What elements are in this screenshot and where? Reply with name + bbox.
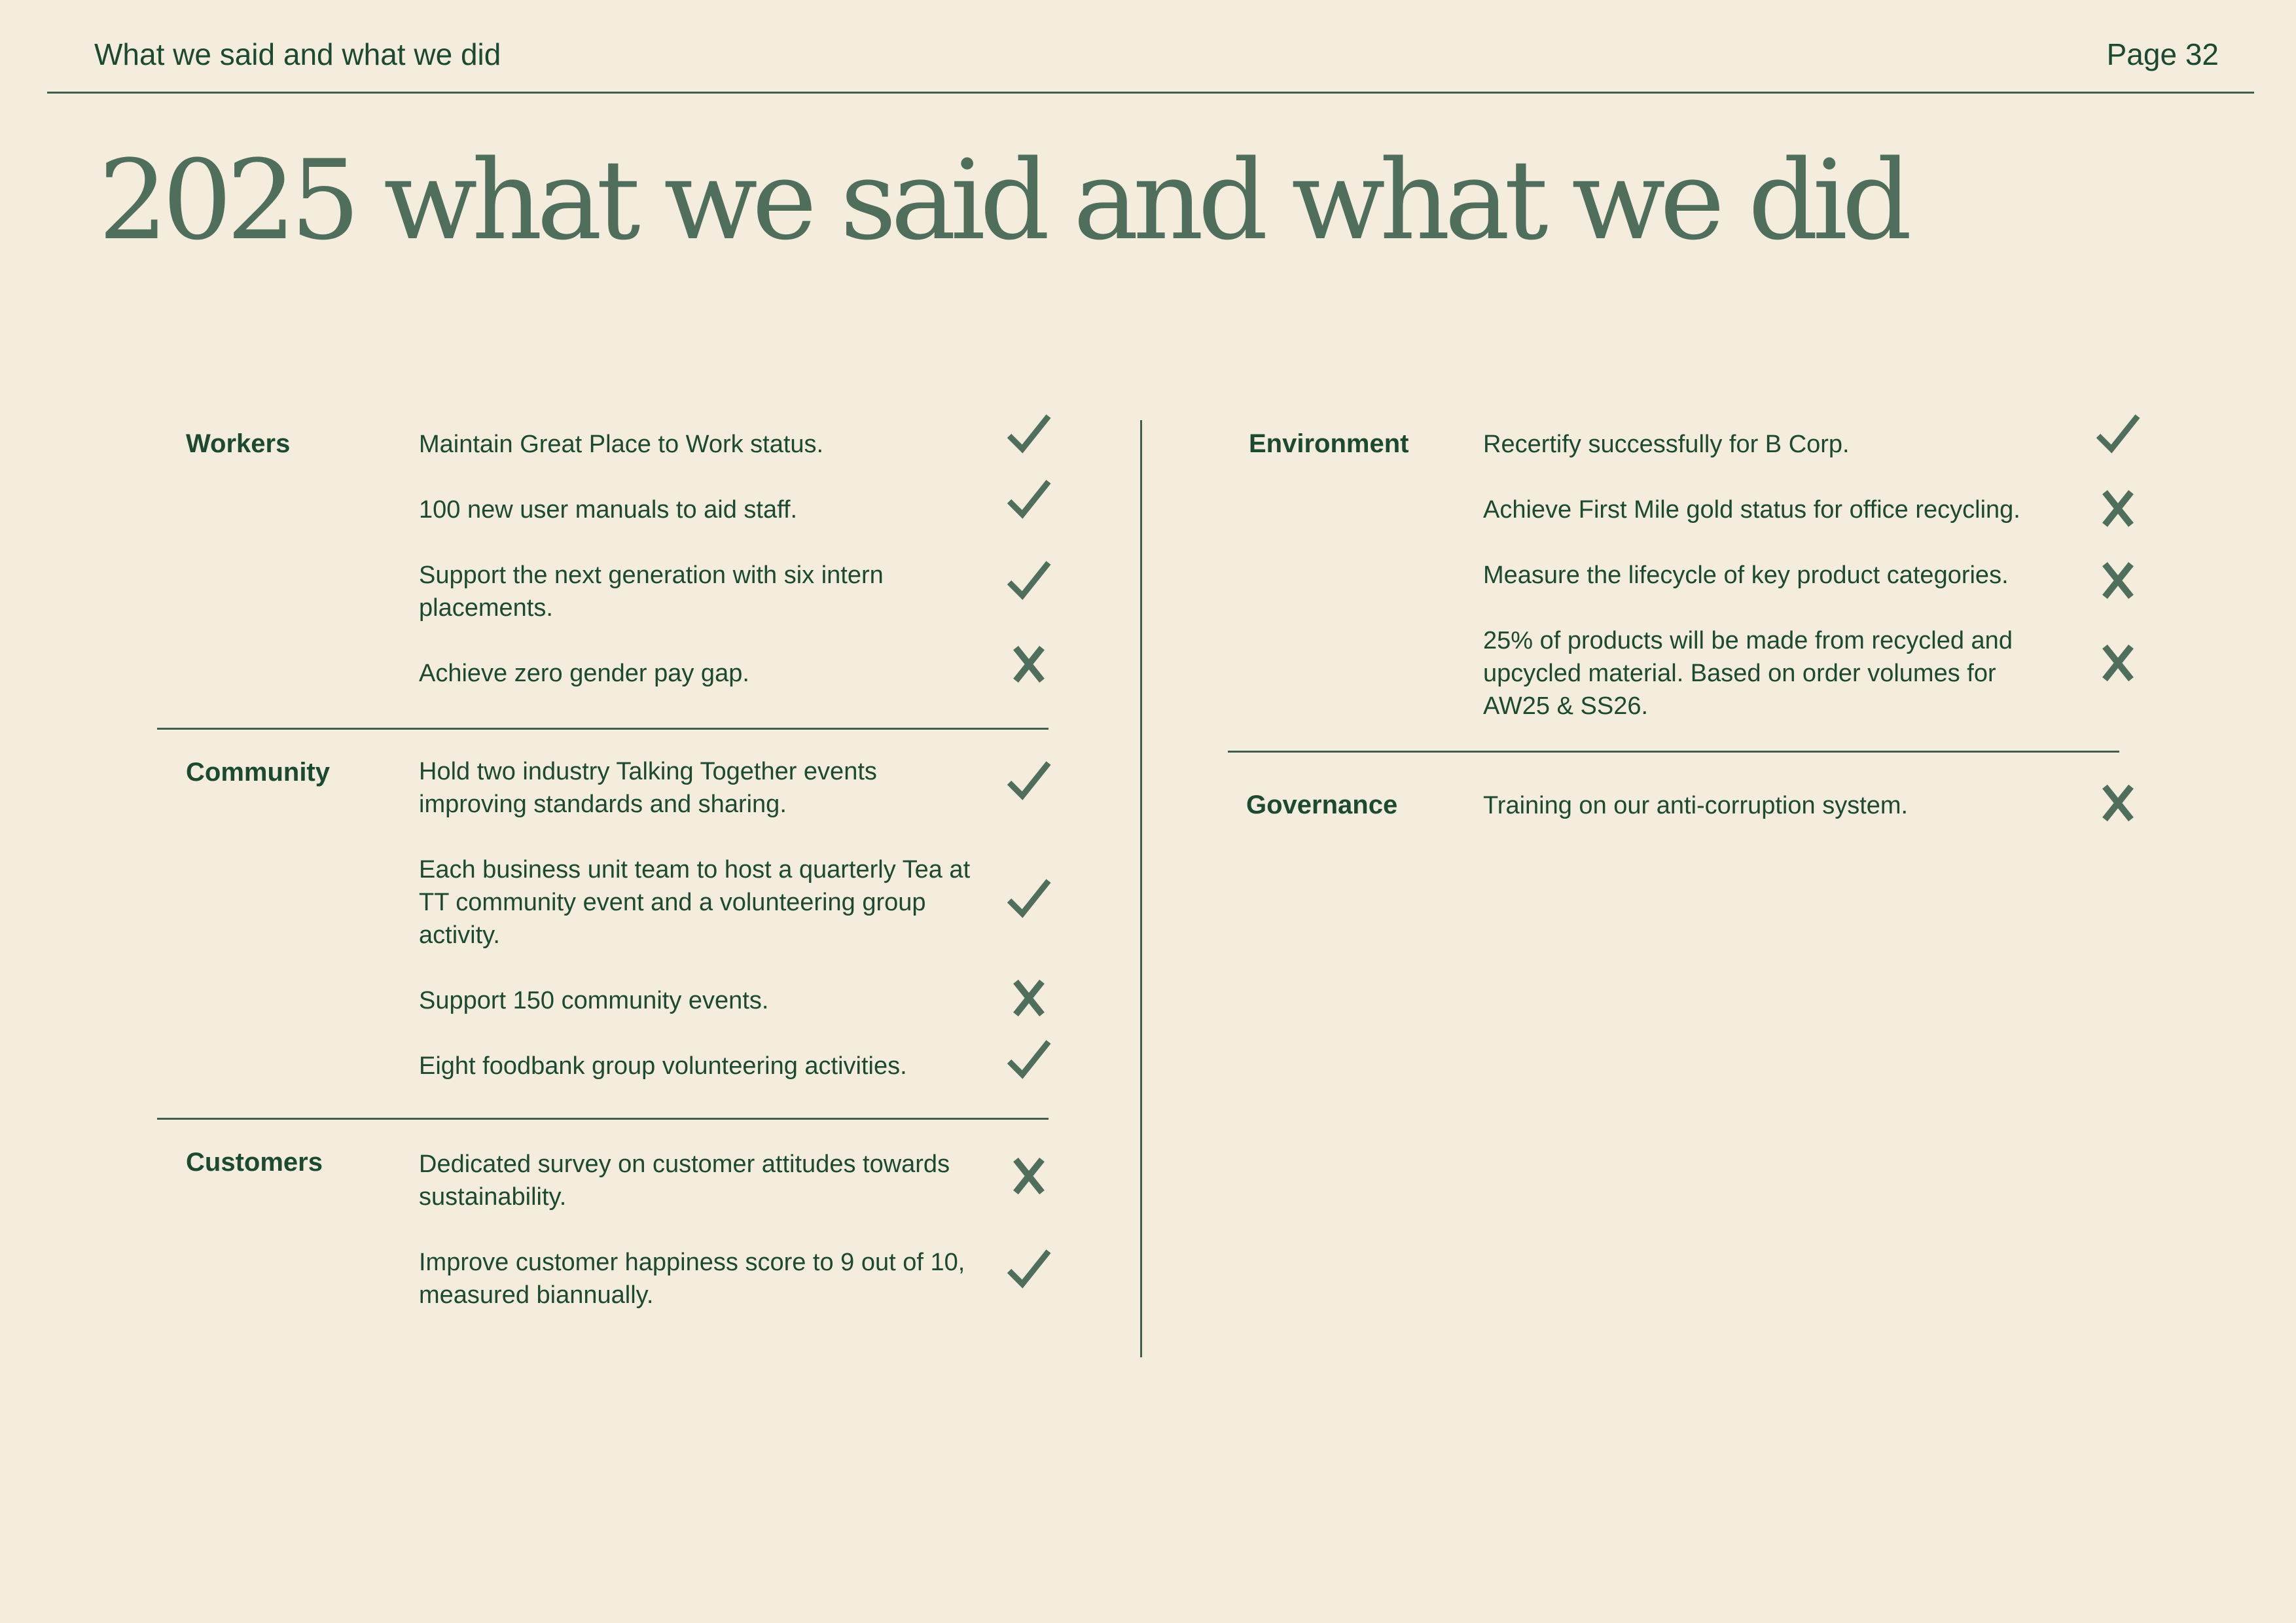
section-divider	[1228, 751, 2119, 753]
commitment-item: Dedicated survey on customer attitudes towards sustainability.	[419, 1150, 950, 1211]
commitment-item: Recertify successfully for B Corp.	[1483, 431, 1850, 458]
checkmark-icon	[1004, 411, 1054, 457]
running-header: What we said and what we did	[94, 37, 501, 71]
header-divider	[47, 92, 2254, 94]
category-label-customers: Customers	[186, 1148, 323, 1177]
cross-icon	[1004, 1153, 1054, 1199]
checkmark-icon	[1004, 476, 1054, 522]
cross-icon	[2093, 640, 2143, 686]
commitment-item: Training on our anti-corruption system.	[1483, 792, 1909, 819]
checkmark-icon	[1004, 758, 1054, 804]
checkmark-icon	[1004, 558, 1054, 603]
commitment-item: Measure the lifecycle of key product categories.	[1483, 562, 2009, 589]
commitment-item: 25% of products will be made from recycled and upcycled material. Based on order volumes for AW25 & SS26.	[1483, 627, 2013, 720]
commitment-item: Improve customer happiness score to 9 out of 10, measured biannually.	[419, 1249, 965, 1309]
cross-icon	[2093, 780, 2143, 826]
category-label-community: Community	[186, 758, 330, 787]
commitment-item: Maintain Great Place to Work status.	[419, 431, 824, 458]
commitment-item: Hold two industry Talking Together events improving standards and sharing.	[419, 758, 877, 818]
commitment-item: Eight foodbank group volunteering activities.	[419, 1052, 907, 1080]
checkmark-icon	[2093, 411, 2143, 457]
commitment-item: Support the next generation with six intern placements.	[419, 562, 884, 622]
cross-icon	[2093, 558, 2143, 603]
cross-icon	[2093, 486, 2143, 531]
page-title: 2025 what we said and what we did	[98, 136, 1907, 264]
checkmark-icon	[1004, 1246, 1054, 1292]
commitment-item: Achieve zero gender pay gap.	[419, 660, 749, 687]
commitment-item: Achieve First Mile gold status for office recycling.	[1483, 496, 2020, 524]
category-label-workers: Workers	[186, 429, 291, 458]
commitment-item: Support 150 community events.	[419, 987, 769, 1014]
checkmark-icon	[1004, 1037, 1054, 1082]
page-number: Page 32	[2106, 37, 2219, 71]
cross-icon	[1004, 641, 1054, 687]
category-label-governance: Governance	[1246, 791, 1398, 819]
section-divider	[157, 1118, 1049, 1120]
cross-icon	[1004, 975, 1054, 1021]
checkmark-icon	[1004, 876, 1054, 921]
section-divider	[157, 728, 1049, 730]
commitment-item: 100 new user manuals to aid staff.	[419, 496, 798, 524]
category-label-environment: Environment	[1249, 429, 1409, 458]
column-divider	[1140, 420, 1142, 1357]
commitment-item: Each business unit team to host a quarterly Tea at TT community event and a volunteering group activity.	[419, 856, 971, 949]
